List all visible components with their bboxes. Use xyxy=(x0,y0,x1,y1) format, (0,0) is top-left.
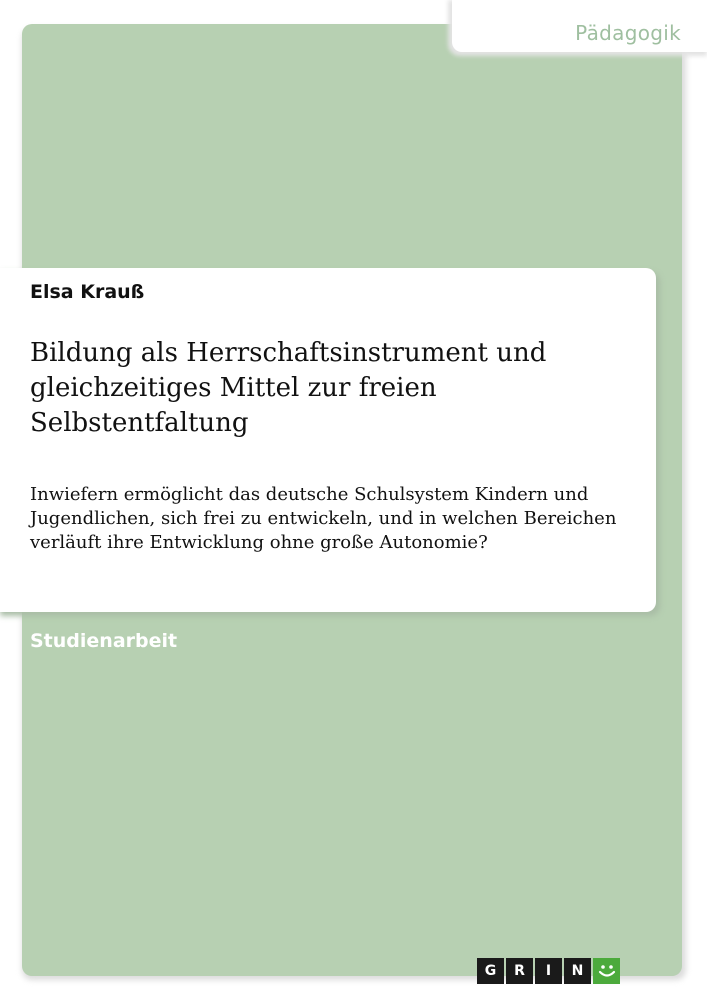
author-name: Elsa Krauß xyxy=(30,281,145,303)
logo-letter-n: N xyxy=(564,958,591,984)
category-label: Pädagogik xyxy=(575,21,681,45)
smile-icon xyxy=(593,958,620,984)
document-type: Studienarbeit xyxy=(30,630,178,652)
logo-letter-i: I xyxy=(535,958,562,984)
logo-letter-r: R xyxy=(506,958,533,984)
book-subtitle: Inwiefern ermöglicht das deutsche Schulsystem Kindern und Jugendlichen, sich frei zu entwickeln, und in welchen Bereichen verläuft ihre Entwicklung ohne große Autonomie? xyxy=(30,484,617,553)
grin-logo xyxy=(477,958,620,984)
book-title: Bildung als Herrschaftsinstrument und gleichzeitiges Mittel zur freien Selbstentfaltung xyxy=(30,338,547,438)
logo-letter-g: G xyxy=(477,958,504,984)
